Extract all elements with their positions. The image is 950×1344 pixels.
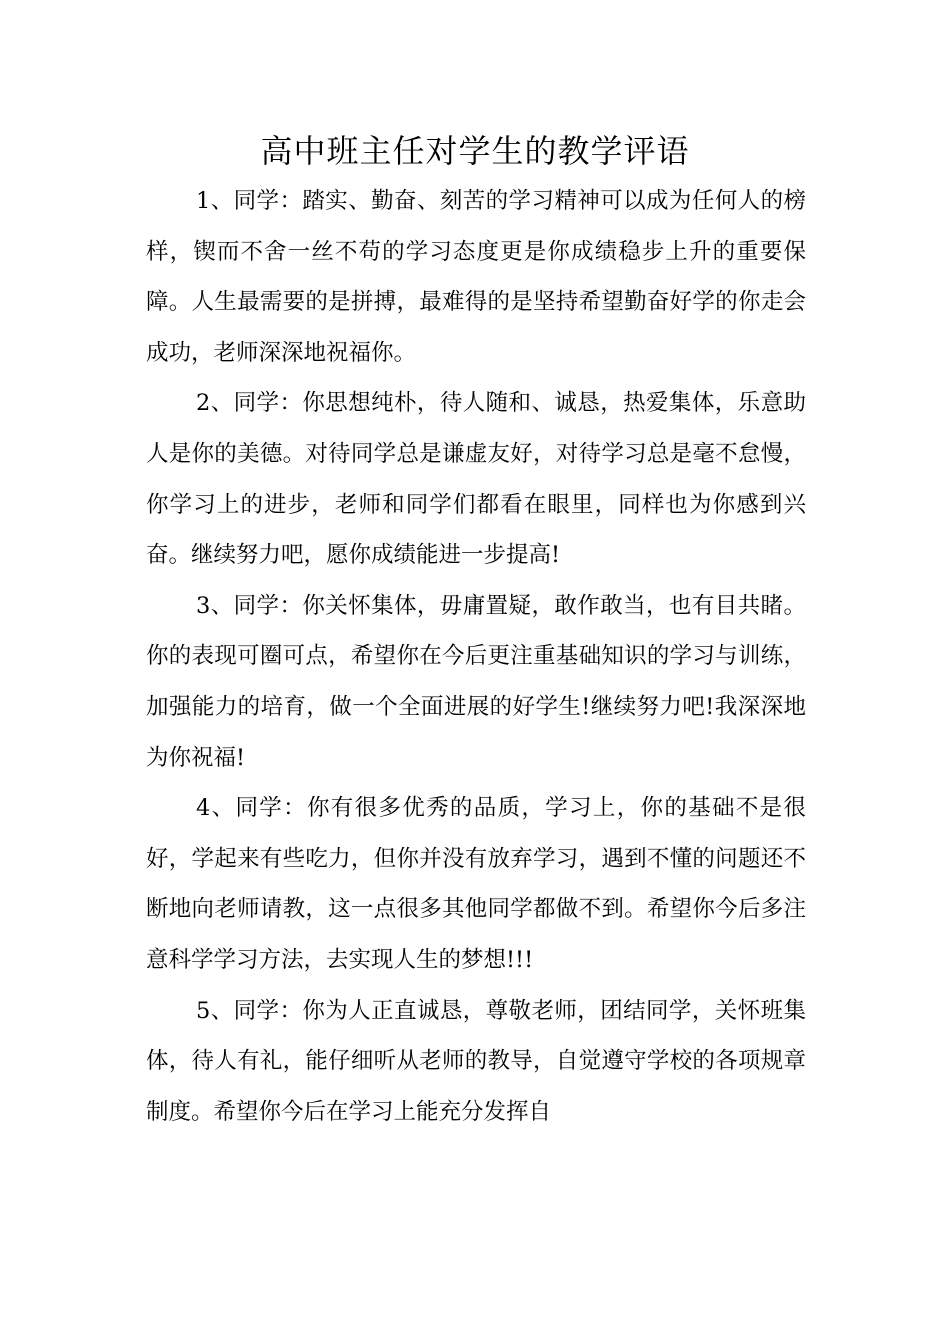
- document-body: [146, 176, 806, 1137]
- comment-paragraph-5: 5、同学：你为人正直诚恳，尊敬老师，团结同学，关怀班集体，待人有礼，能仔细听从老师的教导，自觉遵守学校的各项规章制度。希望你今后在学习上能充分发挥自: [146, 997, 806, 1125]
- comment-paragraph-2: 2、同学：你思想纯朴，待人随和、诚恳，热爱集体，乐意助人是你的美德。对待同学总是谦虚友好，对待学习总是毫不怠慢，你学习上的进步，老师和同学们都看在眼里，同样也为你感到兴奋。继续努力吧，愿你成绩能进一步提高!: [146, 390, 806, 569]
- comment-paragraph-4: 4、同学：你有很多优秀的品质，学习上，你的基础不是很好，学起来有些吃力，但你并没有放弃学习，遇到不懂的问题还不断地向老师请教，这一点很多其他同学都做不到。希望你今后多注意科学学习方法，去实现人生的梦想!!!: [146, 795, 806, 973]
- comment-paragraph-1: 1、同学：踏实、勤奋、刻苦的学习精神可以成为任何人的榜样，锲而不舍一丝不苟的学习态度更是你成绩稳步上升的重要保障。人生最需要的是拼搏，最难得的是坚持希望勤奋好学的你走会成功，老师深深地祝福你。: [146, 188, 806, 366]
- comment-paragraph-3: 3、同学：你关怀集体，毋庸置疑，敢作敢当，也有目共睹。你的表现可圈可点，希望你在今后更注重基础知识的学习与训练，加强能力的培育，做一个全面进展的好学生!继续努力吧!我深深地为你祝福!: [146, 592, 806, 771]
- document-title: 高中班主任对学生的教学评语: [260, 132, 690, 170]
